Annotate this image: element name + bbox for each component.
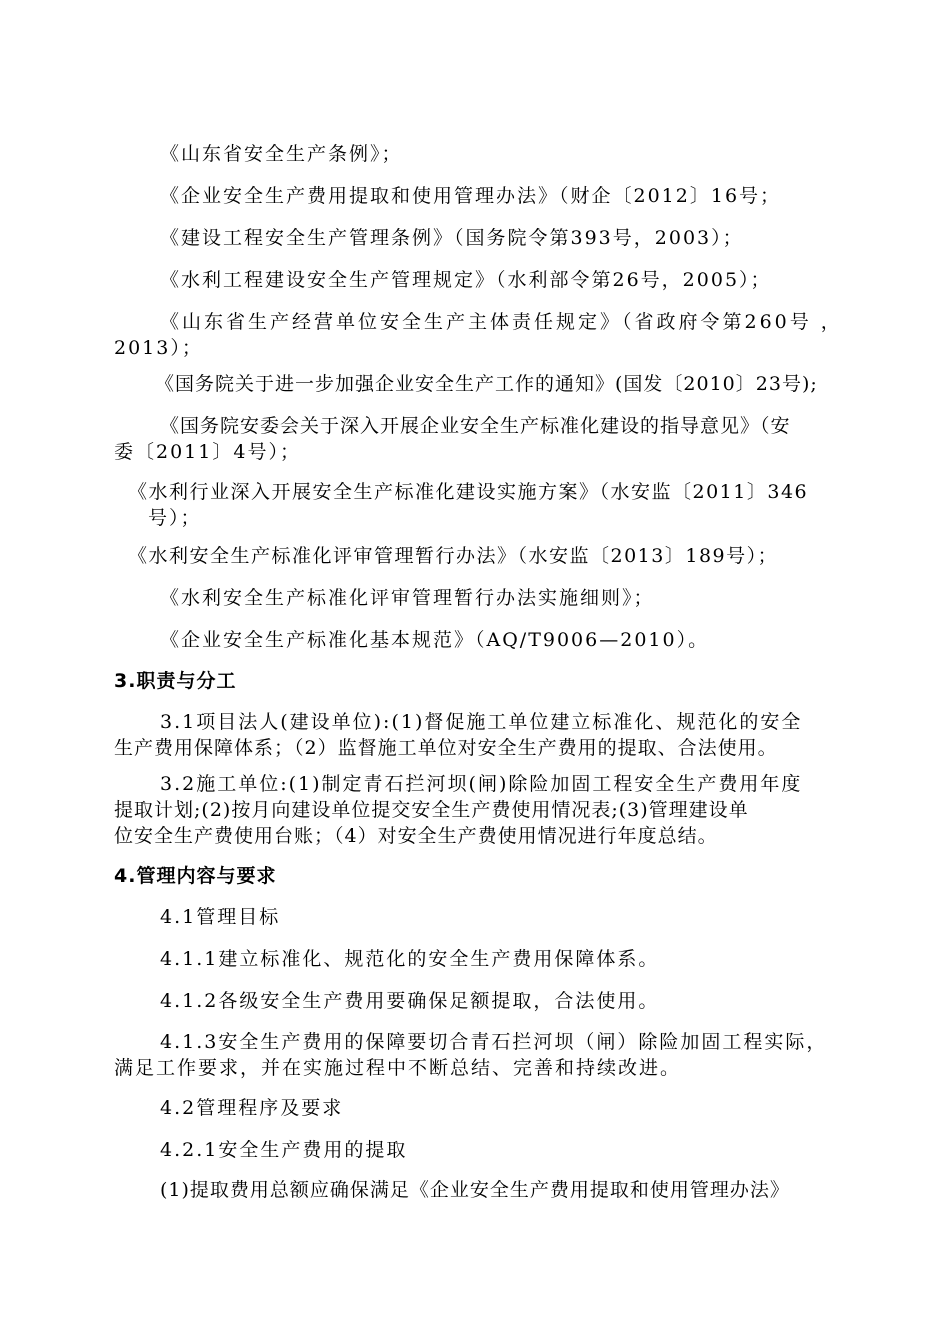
- reference-item: 《山东省生产经营单位安全生产主体责任规定》（省政府令第260号 ，: [160, 311, 843, 333]
- paragraph-line: 提取计划;(2)按月向建设单位提交安全生产费使用情况表;(3)管理建设单: [114, 799, 749, 821]
- paragraph-line: 4.1.3安全生产费用的保障要切合青石拦河坝（闸）除险加固工程实际，: [160, 1031, 828, 1053]
- reference-item-continuation: 委〔2011〕4号）；: [114, 441, 301, 463]
- paragraph-line: 生产费用保障体系；（2）监督施工单位对安全生产费用的提取、合法使用。: [114, 737, 778, 759]
- reference-item: 《水利工程建设安全生产管理规定》（水利部令第26号，2005）；: [160, 269, 772, 291]
- reference-item: 《企业安全生产费用提取和使用管理办法》（财企〔2012〕16号；: [160, 185, 782, 207]
- reference-item-continuation: 2013）；: [114, 337, 203, 359]
- section-heading: 3.职责与分工: [114, 670, 237, 692]
- paragraph-line: 4.1.1建立标准化、规范化的安全生产费用保障体系。: [160, 948, 660, 970]
- reference-item: 《水利行业深入开展安全生产标准化建设实施方案》（水安监〔2011〕346: [128, 481, 809, 503]
- reference-item: 《企业安全生产标准化基本规范》（AQ/T9006—2010）。: [160, 629, 710, 651]
- reference-item: 《国务院关于进一步加强企业安全生产工作的通知》(国发〔2010〕23号);: [155, 373, 818, 395]
- paragraph-line: 3.1项目法人(建设单位):(1)督促施工单位建立标准化、规范化的安全: [160, 711, 803, 733]
- paragraph-line: (1)提取费用总额应确保满足《企业安全生产费用提取和使用管理办法》: [160, 1179, 790, 1201]
- reference-item: 《建设工程安全生产管理条例》（国务院令第393号，2003）；: [160, 227, 744, 249]
- reference-item: 《山东省安全生产条例》；: [160, 143, 403, 165]
- paragraph-line: 4.1.2各级安全生产费用要确保足额提取，合法使用。: [160, 990, 660, 1012]
- subsection-title: 4.2管理程序及要求: [160, 1097, 344, 1119]
- reference-item-continuation: 号）；: [148, 507, 202, 529]
- subsection-title: 4.1管理目标: [160, 906, 281, 928]
- paragraph-line: 满足工作要求，并在实施过程中不断总结、完善和持续改进。: [114, 1057, 682, 1079]
- paragraph-line: 位安全生产费使用台账；（4）对安全生产费使用情况进行年度总结。: [114, 825, 718, 847]
- subsection-title: 4.2.1安全生产费用的提取: [160, 1139, 408, 1161]
- reference-item: 《国务院安委会关于深入开展企业安全生产标准化建设的指导意见》（安: [160, 415, 791, 437]
- reference-item: 《水利安全生产标准化评审管理暂行办法》（水安监〔2013〕189号）；: [128, 545, 779, 567]
- section-heading: 4.管理内容与要求: [114, 865, 277, 887]
- paragraph-line: 3.2施工单位:(1)制定青石拦河坝(闸)除险加固工程安全生产费用年度: [160, 773, 803, 795]
- reference-item: 《水利安全生产标准化评审管理暂行办法实施细则》；: [160, 587, 655, 609]
